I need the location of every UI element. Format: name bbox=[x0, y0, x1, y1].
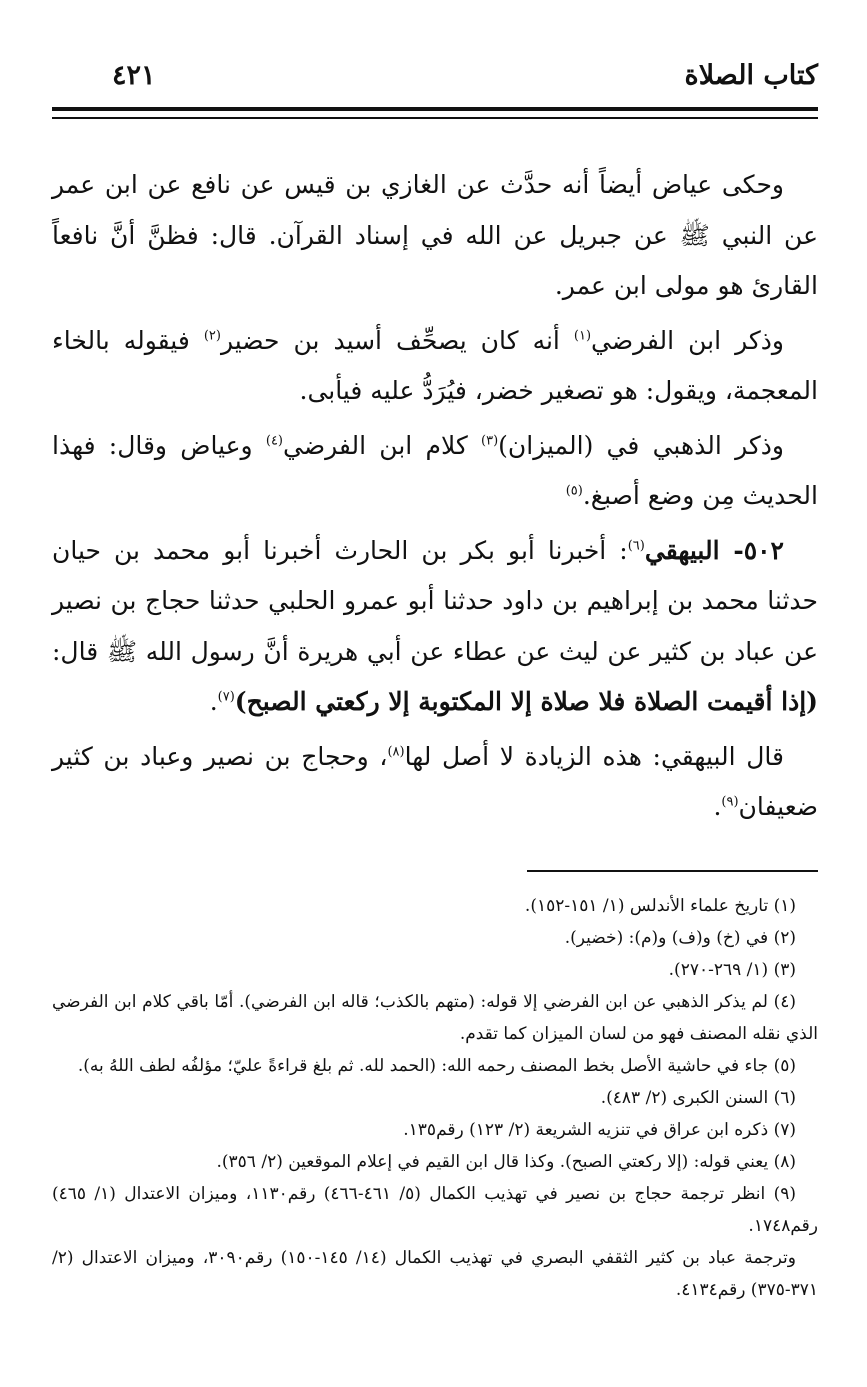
running-header bbox=[52, 60, 818, 100]
hadith-text: (إذا أقيمت الصلاة فلا صلاة إلا المكتوبة إلا ركعتي الصبح) bbox=[234, 687, 818, 716]
footnote-9-continuation: وترجمة عباد بن كثير الثقفي البصري في تهذيب الكمال (١٤/ ١٤٥-١٥٠) رقم٣٠٩٠، وميزان الاعتدال (٢/ ٣٧١-٣٧٥) رقم٤١٣٤. bbox=[52, 1248, 818, 1300]
main-text bbox=[52, 160, 818, 837]
footnote-2: (٢) في (خ) و(ف) و(م): (خضير). bbox=[564, 928, 796, 948]
footnote-ref-6: (٦) bbox=[627, 538, 645, 554]
footnote-6: (٦) السنن الكبرى (٢/ ٤٨٣). bbox=[600, 1088, 796, 1108]
footnote-4: (٤) لم يذكر الذهبي عن ابن الفرضي إلا قوله: (متهم بالكذب؛ قاله ابن الفرضي). أمّا باقي كلام ابن الفرضي الذي نقله المصنف فهو من لسان الميزان كما تقدم. bbox=[52, 992, 818, 1044]
footnote-8: (٨) يعني قوله: (إلا ركعتي الصبح). وكذا قال ابن القيم في إعلام الموقعين (٢/ ٣٥٦). bbox=[216, 1152, 796, 1172]
footnote-1: (١) تاريخ علماء الأندلس (١/ ١٥١-١٥٢). bbox=[524, 896, 796, 916]
paragraph-3-text-b: كلام ابن الفرضي bbox=[283, 430, 482, 460]
paragraph-3-text-c: وعياض وقال: فهذا الحديث مِن وضع أصبغ. bbox=[52, 430, 818, 510]
paragraph-5 bbox=[52, 732, 818, 833]
paragraph-5-end: . bbox=[713, 792, 722, 821]
book-title: كتاب الصلاة bbox=[684, 60, 818, 91]
paragraph-2 bbox=[52, 316, 818, 417]
paragraph-4-isnad: : أخبرنا أبو بكر بن الحارث أخبرنا أبو محمد بن حيان حدثنا محمد بن إبراهيم بن داود حدثنا أبو عمرو الحلبي حدثنا حجاج بن نصير عن عباد بن كثير عن ليث عن عطاء عن أبي هريرة أنَّ رسول الله ﷺ قال: bbox=[52, 535, 818, 666]
footnote-separator bbox=[527, 870, 818, 872]
footnote-9: (٩) انظر ترجمة حجاج بن نصير في تهذيب الكمال (٥/ ٤٦١-٤٦٦) رقم١١٣٠، وميزان الاعتدال (١/ ٤٦٥) رقم١٧٤٨. bbox=[52, 1184, 818, 1236]
footnote-7: (٧) ذكره ابن عراق في تنزيه الشريعة (٢/ ١٢٣) رقم١٣٥. bbox=[403, 1120, 796, 1140]
footnote-ref-1: (١) bbox=[573, 328, 592, 344]
page-number: ٤٢١ bbox=[112, 60, 156, 91]
paragraph-4-end: . bbox=[209, 687, 218, 716]
paragraph-3-text-a: وذكر الذهبي في (الميزان) bbox=[498, 430, 784, 460]
paragraph-2-text-c: فيقوله بالخاء المعجمة، ويقول: هو تصغير خضر، فيُرَدُّ عليه فيأبى. bbox=[52, 325, 818, 405]
footnotes bbox=[52, 890, 818, 1306]
footnote-ref-7: (٧) bbox=[217, 689, 235, 705]
footnote-ref-2: (٢) bbox=[203, 328, 221, 344]
paragraph-1-text: وحكى عياض أيضاً أنه حدَّث عن الغازي بن قيس عن نافع عن ابن عمر عن النبي ﷺ عن جبريل عن الله في إسناد القرآن. قال: فظنَّ أنَّ نافعاً القارئ هو مولى ابن عمر. bbox=[52, 170, 818, 300]
footnote-ref-5: (٥) bbox=[565, 483, 583, 499]
paragraph-1 bbox=[52, 160, 818, 312]
header-rule-thick bbox=[52, 107, 818, 111]
paragraph-2-text-b: أنه كان يصحِّف أسيد بن حضير bbox=[220, 325, 574, 355]
paragraph-5-text-b: ، وحجاج بن نصير وعباد بن كثير ضعيفان bbox=[52, 741, 818, 821]
footnote-ref-3: (٣) bbox=[481, 433, 499, 449]
paragraph-2-text-a: وذكر ابن الفرضي bbox=[591, 325, 784, 355]
footnote-5: (٥) جاء في حاشية الأصل بخط المصنف رحمه الله: (الحمد لله. ثم بلغ قراءةً عليّ؛ مؤلفُه لطف اللهُ به). bbox=[77, 1056, 796, 1076]
footnote-3: (٣) (١/ ٢٦٩-٢٧٠). bbox=[668, 960, 796, 980]
paragraph-4 bbox=[52, 526, 818, 728]
paragraph-3 bbox=[52, 421, 818, 522]
header-rule-thin bbox=[52, 117, 818, 119]
paragraph-5-text-a: قال البيهقي: هذه الزيادة لا أصل لها bbox=[404, 741, 784, 771]
footnote-ref-9: (٩) bbox=[721, 794, 739, 810]
footnote-ref-8: (٨) bbox=[387, 744, 405, 760]
hadith-number-label: ٥٠٢- البيهقي bbox=[644, 535, 784, 565]
footnote-ref-4: (٤) bbox=[265, 433, 283, 449]
